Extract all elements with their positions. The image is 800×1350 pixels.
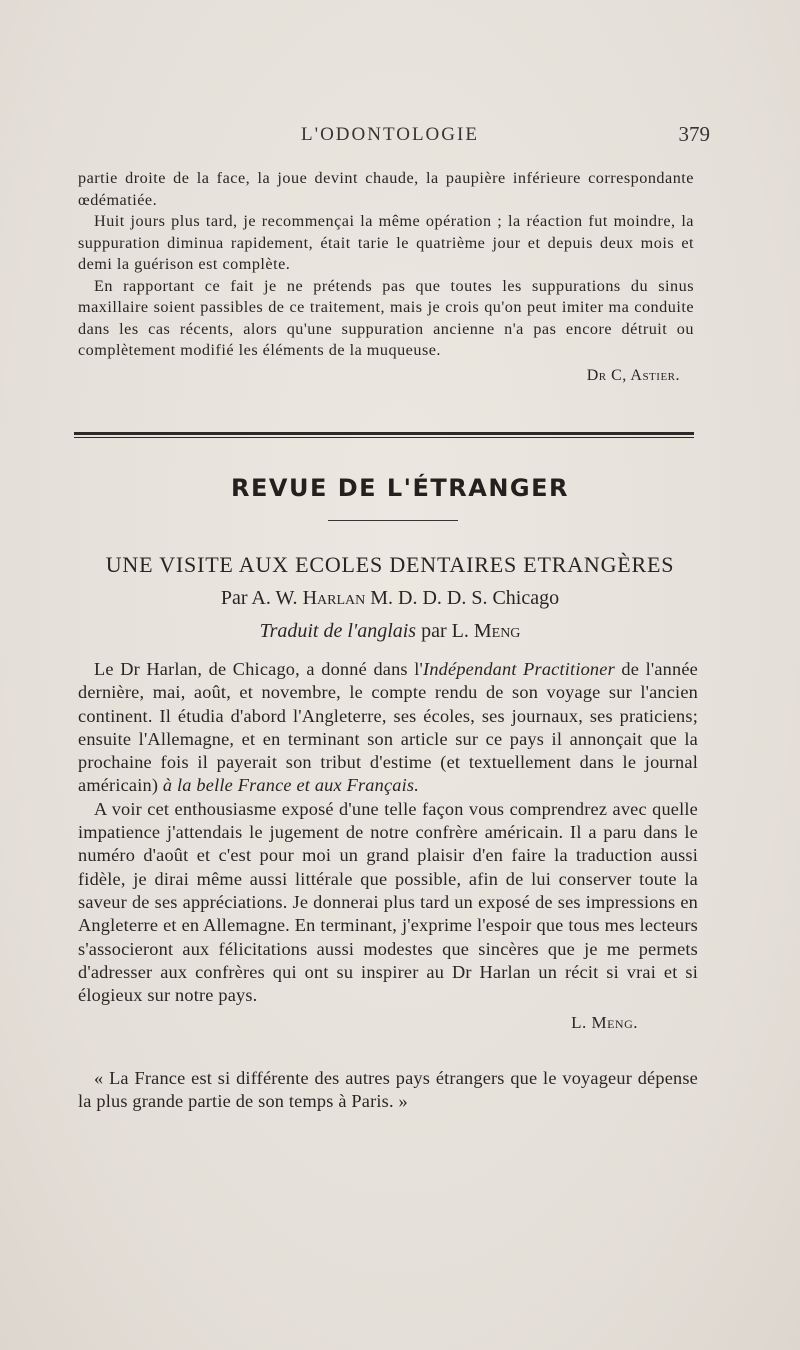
author-suffix: M. D. D. D. S. Chicago (370, 587, 560, 609)
page-header (70, 124, 710, 154)
article-body (78, 658, 698, 1113)
translator-name: Meng (473, 620, 521, 642)
p1-start: Le Dr Harlan, de Chicago, a donné dans l' (94, 659, 424, 679)
p1-middle: de l'année dernière, mai, août, et novembre, le compte rendu de son voyage sur l'ancien continent. Il étudia d'abord l'Angleterre, ses écoles, ses journaux, ses praticiens; ensuite l'Allemagne, et en terminant son article sur ce pays il annonçait que la prochaine fois il payerait son tribut d'estime (et textuellement dans le journal américain) (78, 659, 698, 796)
paragraph: partie droite de la face, la joue devint chaude, la paupière inférieure correspondante œdématiée. (78, 169, 694, 209)
article-title: UNE VISITE AUX ECOLES DENTAIRES ETRANGÈRES (105, 552, 675, 577)
author-prefix: Par A. W. (220, 587, 298, 609)
journal-name: Indépendant Practitioner (423, 659, 615, 679)
case-report-text (78, 168, 694, 386)
signature-meng: L. Meng. (571, 1013, 638, 1033)
title-underline (328, 520, 458, 521)
quote-paragraph: « La France est si différente des autres pays étrangers que le voyageur dépense la plus grande partie de son temps à Paris. » (78, 1067, 698, 1112)
author-name: Harlan (302, 587, 366, 609)
article-translator (70, 620, 710, 643)
translator-by: par L. (421, 620, 469, 642)
section-divider (74, 432, 694, 438)
paragraph: Huit jours plus tard, je recommençai la même opération ; la réaction fut moindre, la suppuration diminua rapidement, était tarie le quatrième jour et depuis deux mois et demi la guérison est complète. (78, 212, 694, 273)
translator-prefix: Traduit de l'anglais (259, 620, 417, 642)
paragraph: A voir cet enthousiasme exposé d'une telle façon vous comprendrez avec quelle impatience j'attendais le jugement de notre confrère américain. Il a paru dans le numéro d'août et c'est pour moi un grand plaisir d'en faire la traduction aussi fidèle, je dirai même aussi littérale que possible, afin de lui conserver toute la saveur de ses appréciations. Je donnerai plus tard un exposé de ses impressions en Angleterre et en Allemagne. En terminant, j'exprime l'espoir que tous mes lecteurs s'associeront aux félicitations aussi modestes que sincères que je me permets d'adresser aux confrères qui ont su inspirer au Dr Harlan un récit si vrai et si élogieux sur notre pays. (78, 798, 698, 1006)
paragraph: En rapportant ce fait je ne prétends pas que toutes les suppurations du sinus maxillaire soient passibles de ce traitement, mais je crois qu'on peut imiter ma conduite dans les cas récents, alors qu'une suppuration ancienne n'a pas encore détruit ou complètement modifié les éléments de la muqueuse. (78, 276, 694, 359)
signature-astier: Dr C, Astier. (586, 366, 680, 384)
article-author (70, 587, 710, 610)
p1-quote: à la belle France et aux Français. (162, 775, 419, 796)
running-title: L'ODONTOLOGIE (301, 124, 479, 145)
paragraph (78, 658, 698, 798)
section-title: REVUE DE L'ÉTRANGER (231, 474, 569, 502)
page-number: 379 (678, 122, 710, 146)
